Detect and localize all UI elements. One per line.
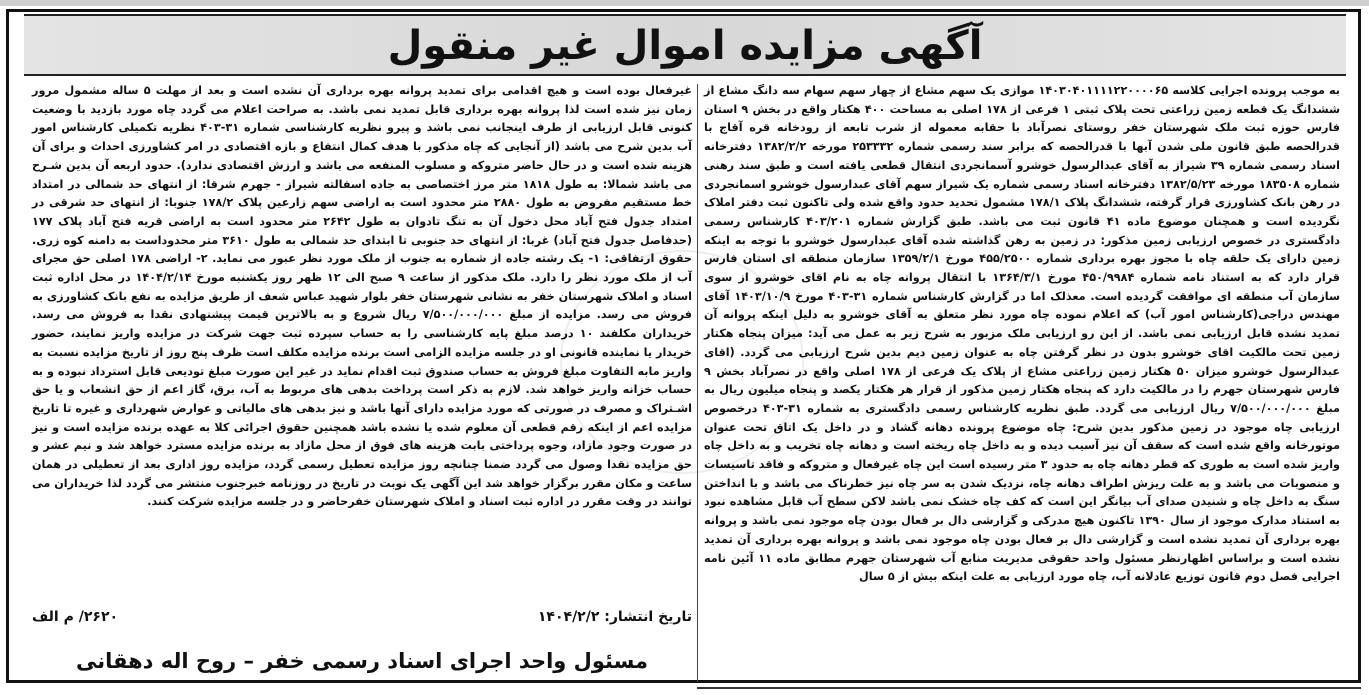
title-banner [24,14,1346,76]
publish-date: تاریخ انتشار: ۱۴۰۴/۲/۲ [537,609,692,625]
notice-code: ۲۶۲۰/ م الف [32,609,119,625]
bottom-rule [697,687,1361,689]
column-divider [697,84,698,682]
footer-date-row [32,609,692,631]
top-strip [0,0,1369,6]
notice-paragraph-left: غیرفعال بوده است و هیچ اقدامی برای تمدید پروانه بهره برداری آن نشده است و بعد از مهلت ۵ ساله مشمول مرور زمان نیز شده است لذا پروانه بهره برداری قابل تمدید نمی باشد. به صراحت اعلام می گردد چاه مورد بازدید با وضعیت کنونی قابل ارزیابی از طرف اینجانب نمی باشد و پیرو نظریه کارشناسی شماره ۳۱-۴۰۳ نظریه تکمیلی کارشناس امور آب بدین شرح می باشد (از آنجایی که چاه مذکور با هدف کمال انتفاع و بازه اقتصادی در امر کشاورزی احداث و برای آن هزینه شده است و در حال حاضر متروکه و مسلوب المنفعه می باشد و ارزش اقتصادی ندارد). حدود اربعه آن بدین شـرح می باشد شمالا: به طول ۱۸۱۸ متر مرز اختصاصی به جاده اسفالته شیراز - جهرم شرقا: از انتهای حد شمالی در امتداد خط مستقیم مفروض به طول ۲۸۸۰ متر محدود است به اراضی سهم زارعین پلاک ۱۷۸/۲ جنوبا: از انتهای حد شرقی در امتداد جدول فتح آباد محل دخول آن به تنگ تادوان به طول ۲۶۴۲ متر محدود است به اراضی قریه فتح آباد پلاک ۱۷۷ (حدفاصل جدول فتح آباد) غربا: از انتهای حد جنوبی تا ابتدای حد شمالی به طول ۳۶۱۰ متر محدوداست به دامنه کوه زری. حقوق ارتفاقی: ۱- یک رشته جاده از شماره به جنوب از ملک مورد نظر عبور می نماید. ۲- اراضی ۱۷۸ اصلی حق مجرای آب از ملک مورد نظر را دارد. ملک مذکور از ساعت ۹ صبح الی ۱۲ ظهر روز یکشنبه مورخ ۱۴۰۴/۲/۱۴ در محل اداره ثبت اسناد و املاک شهرستان خفر به نشانی شهرستان خفر بلوار شهید عباس شعف از طریق مزایده به نفع بانک کشاورزی به فروش می رسد. مزایده از مبلغ ۷/۵۰۰/۰۰۰/۰۰۰ ریال شروع و به بالاترین قیمت پیشنهادی نقدا به فروش می رسد. خریداران مکلفند ۱۰ درصد مبلغ پایه کارشناسی را به حساب سپرده ثبت جهت شرکت در مزایده واریز نمایند، حضور خریدار یا نماینده قانونی او در جلسه مزایده الزامی است برنده مزایده مکلف است ظرف پنج روز از تاریخ مزایده نسبت به واریز مابه التفاوت مبلغ فروش به حساب صندوق ثبت اقدام نماید در غیر این صورت مبلغ تودیعی قابل استرداد نبوده و به حساب خزانه واریز خواهد شد. لازم به ذکر است پرداخت بدهی های مربوط به آب، برق، گاز اعم از حق انشعاب و یا حق اشـتراک و مصرف در صورتی که مورد مزایده دارای آنها باشد و نیز بدهی های مالیاتی و عوارض شهرداری و غیره تا تاریخ مزایده اعم از اینکه رقم قطعی آن معلوم شده یا نشده باشد همچنین حقوق اجرائی کلا به عهده برنده مزایده است و نیز در صورت وجود مازاد، وجوه پرداختی بابت هزینه های فوق از محل مازاد به برنده مزایده مسترد خواهد شد و نیم عشر و حق مزایده نقدا وصول می گردد ضمنا چنانچه روز مزایده تعطیل رسمی گردد، مزایده روز اداری بعد از تعطیلی در همان ساعت و مکان مقرر برگزار خواهد شد این آگهی یک نوبت در تاریخ در روزنامه خبرجنوب منتشر می گردد لذا خریداران می توانند در وقت مقرر در اداره ثبت اسناد و املاک شهرستان خفرحاضر و در جلسه مزایده شرکت کنند. [32,84,693,509]
officer-signature: مسئول واحد اجرای اسناد رسمی خفر – روح اله دهقانی [75,649,648,673]
notice-paragraph-right: به موجب پرونده اجرایی کلاسه ۱۴۰۳۰۴۰۱۱۱۱۲۲۰۰۰۰۶۵ موازی یک سهم مشاع از چهار سهم سهام سه دانگ مشاع از ششدانگ یک قطعه زمین زراعتی تحت پلاک ثبتی ۱ فرعی از ۱۷۸ اصلی به مساحت ۴۰۰ هکتار واقع در بخش ۹ استان فارس حوزه ثبت ملک شهرستان خفر روستای نصرآباد با حقابه معموله از شرب تابعه از رودخانه قره آقاج با قدرالحصه طبق قانون ملی شدن آبها با قدرالحصه که برابر سند رسمی شماره ۲۵۳۳۳۲ مورخه ۱۳۸۲/۲/۲ دفترخانه اسناد رسمی شماره ۳۹ شیراز به آقای عبدالرسول خوشرو آسمانجردی انتقال قطعی یافته است و طبق سند رهنی شماره ۱۸۳۵۰۸ مورخه ۱۳۸۲/۵/۲۳ دفترخانه اسناد رسمی شماره یک شیراز سهم آقای عبدارسول خوشرو اسمانجردی در رهن بانک کشاورزی قرار گرفته، ششدانگ پلاک ۱۷۸/۱ مشمول تحدید حدود واقع شده ولی تاکنون ثبت دفتر املاک نگردیده است و همچنان موضوع ماده ۴۱ قانون ثبت می باشد. طبق گزارش شماره ۴۰۳/۲۰۱ کارشناس رسمی دادگستری در خصوص ارزیابی زمین مذکور: در زمین به رهن گذاشته شده آقای عبدارسول خوشرو با توجه به اینکه زمین دارای یک حلقه چاه با مجوز بهره برداری شماره ۴۵۵/۲۵۰۰ مورخ ۱۳۵۹/۲/۱ سازمان منطقه ای استان فارس قرار دارد که به استناد نامه شماره ۴۵۰/۹۹۸۴ مورخ ۱۳۶۴/۳/۱ با انتقال پروانه چاه به نام اقای خوشرو از سوی سازمان آب منطقه ای موافقت گردیده است. معذلک اما در گزارش کارشناس شماره ۳۱-۴۰۳ مورخ ۱۴۰۳/۱۰/۹ آقای مهندس دراجی(کارشناس امور آب) که اعلام نموده چاه مورد نظر متعلق به آقای خوشرو به دلیل اینکه پروانه آن تمدید نشده قابل ارزیابی نمی باشد. از این رو ارزیابی ملک مزبور به شرح زیر به عمل می آید: میزان پنجاه هکتار زمین تحت مالکیت اقای خوشرو بدون در نظر گرفتن چاه به عنوان زمین دیم بدین شرح ارزیابی می گردد. (اقای عبدالرسول خوشرو میزان ۵۰ هکتار زمین زراعتی مشاع از پلاک یک فرعی از ۱۷۸ اصلی واقع در نصرآباد بخش ۹ فارس شهرستان جهرم را در مالکیت دارد که پنجاه هکتار زمین مذکور از قرار هر هکتار یکصد و پنجاه میلیون ریال به مبلغ ۷/۵۰۰/۰۰۰/۰۰۰ ریال ارزیابی می گردد. طبق نظریه کارشناس رسمی دادگستری به شماره ۳۱-۴۰۳ درخصوص ارزیابی چاه موجود در زمین مذکور بدین شرح: چاه موضوع پرونده دهانه گشاد و در داخل یک اتاق تحت عنوان موتورخانه واقع شده است که سقف آن نیز آسیب دیده و به داخل چاه ریخته است و دهانه چاه تخریب و به داخل چاه واریز شده است به طوری که قطر دهانه چاه به حدود ۳ متر رسیده است این چاه غیرفعال و متروکه و فاقد تاسیسات و منصوبات می باشد و به علت ریزش اطراف دهانه چاه، نزدیک شدن به سر چاه نیز خطرناک می باشد و با انداختن سنگ به داخل چاه و شنیدن صدای آب بیانگر این است که کف چاه خشک نمی باشد لاکن سطح آب قابل مشاهده نبود به استناد مدارک موجود از سال ۱۳۹۰ تاکنون هیچ مدرکی و گزارشی دال بر فعال بودن چاه موجود نمی باشد و پروانه بهره برداری آن تمدید نشده است و گزارشی دال بر فعال بودن چاه موجود نمی باشد و پروانه بهره برداری آن تمدید نشده است و براساس اظهارنظر مسئول واحد حقوقی مدیریت منابع آب شهرستان جهرم مطابق ماده ۱۱ آئین نامه اجرایی فصل دوم قانون توزیع عادلانه آب، چاه مورد ارزیابی به علت اینکه بیش از ۵ سال [704,84,1341,584]
notice-column-left [32,82,692,602]
notice-title: آگهی مزایده اموال غیر منقول [387,23,983,69]
notice-column-right [704,82,1340,682]
